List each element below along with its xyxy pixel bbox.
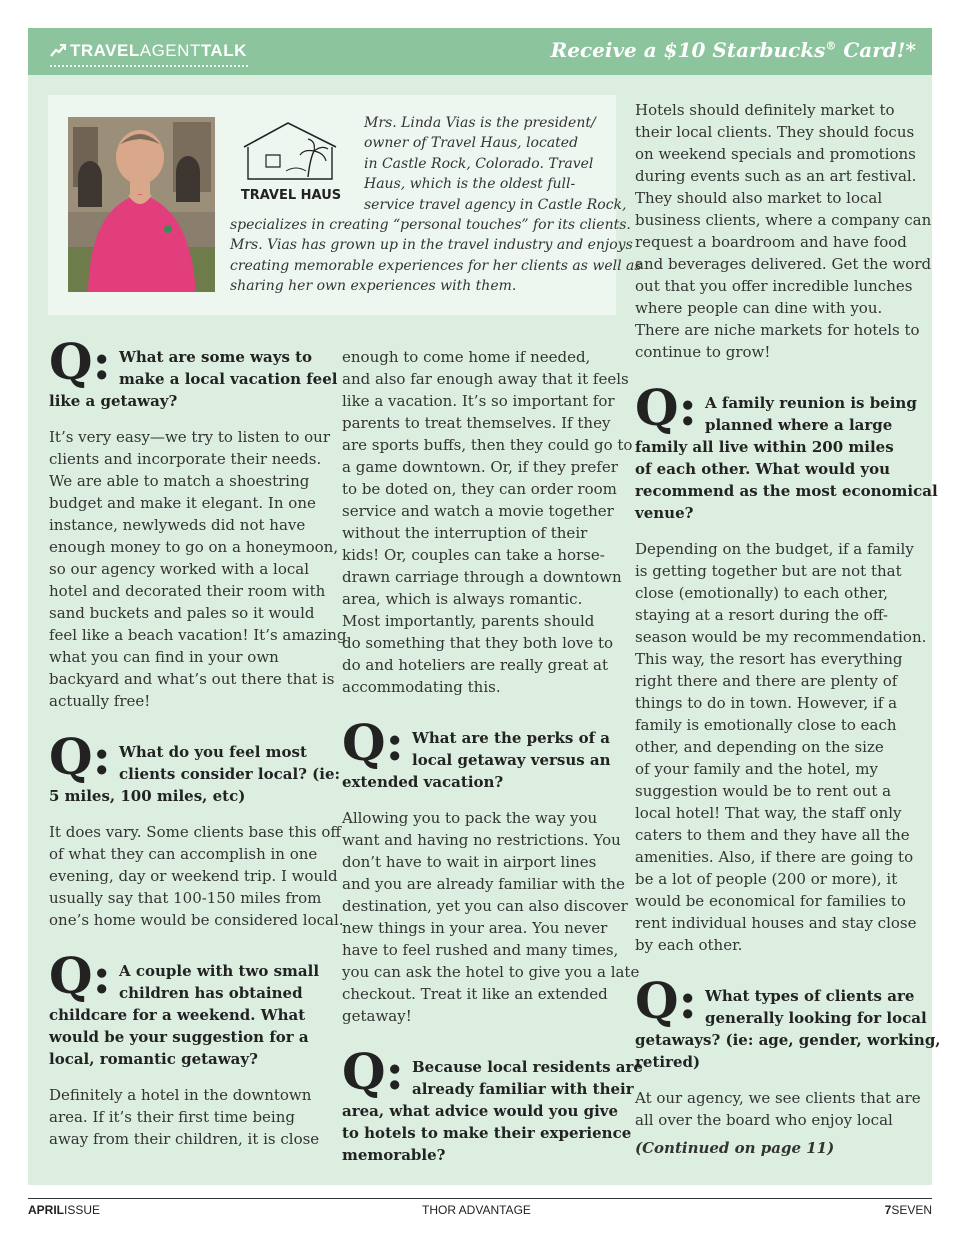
q-letter: Q:	[635, 971, 698, 1030]
answer-line: have to feel rushed and many times,	[342, 941, 619, 959]
answer-1	[49, 426, 347, 712]
answer-line: away from their children, it is close	[49, 1130, 320, 1148]
answer-line: all over the board who enjoy local	[635, 1111, 893, 1129]
answer-line: hotel and decorated their room with	[49, 582, 326, 600]
question-block-4	[342, 713, 622, 793]
footer-page-word: SEVEN	[891, 1203, 932, 1217]
answer-line: parents to treat themselves. If they	[342, 414, 611, 432]
q-letter: Q:	[49, 332, 112, 391]
q-letter: Q:	[635, 378, 698, 437]
answer-line: what you can find in your own	[49, 648, 279, 666]
answer-line: caters to them and they have all the	[635, 826, 910, 844]
answer-line: This way, the resort has everything	[635, 650, 903, 668]
answer-line: usually say that 100-150 miles from	[49, 889, 322, 907]
footer-issue-word: ISSUE	[64, 1203, 101, 1217]
question-block-2	[49, 727, 341, 807]
answer-line: and you are already familiar with the	[342, 875, 625, 893]
q-letter: Q:	[342, 713, 405, 772]
answer-6	[635, 538, 927, 956]
answer-line: destination, yet you can also discover	[342, 897, 628, 915]
answer-line: like a vacation. It’s so important for	[342, 392, 615, 410]
answer-line: one’s home would be considered local.	[49, 911, 344, 929]
answer-line: There are niche markets for hotels to	[635, 321, 920, 339]
question-line: clients consider local? (ie:	[119, 765, 341, 783]
answer-line: Depending on the budget, if a family	[635, 540, 914, 558]
answer-line: evening, day or weekend trip. I would	[49, 867, 338, 885]
answer-line: do and hoteliers are really great at	[342, 656, 609, 674]
answer-line: We are able to match a shoestring	[49, 472, 310, 490]
question-block-6	[635, 378, 938, 524]
answer-3	[49, 1084, 329, 1150]
answer-line: out that you offer incredible lunches	[635, 277, 913, 295]
question-line: generally looking for local	[705, 1009, 927, 1027]
bio-line: Mrs. Vias has grown up in the travel industry and enjoys	[230, 237, 633, 254]
answer-line: clients and incorporate their needs.	[49, 450, 322, 468]
bio-line: Mrs. Linda Vias is the president/	[364, 115, 596, 131]
header-bar	[28, 28, 932, 75]
question-line: 5 miles, 100 miles, etc)	[49, 787, 246, 805]
answer-line: instance, newlyweds did not have	[49, 516, 306, 534]
brand-underline	[50, 65, 248, 67]
answer-line: and beverages delivered. Get the word	[635, 255, 932, 273]
answer-line: drawn carriage through a downtown	[342, 568, 622, 586]
q-letter: Q:	[49, 727, 112, 786]
answer-2	[49, 821, 344, 931]
answer-line: Allowing you to pack the way you	[342, 809, 598, 827]
question-line: planned where a large	[705, 416, 893, 434]
answer-5	[635, 99, 932, 363]
answer-line: are sports buffs, then they could go to	[342, 436, 633, 454]
question-block-1	[49, 332, 338, 412]
bio-line: Haus, which is the oldest full-	[364, 176, 576, 193]
question-line: memorable?	[342, 1146, 446, 1164]
answer-line: backyard and what’s out there that is	[49, 670, 335, 688]
question-line: already familiar with their	[412, 1080, 634, 1098]
answer-line: so our agency worked with a local	[49, 560, 310, 578]
question-line: What types of clients are	[705, 987, 915, 1005]
q-letter: Q:	[342, 1042, 405, 1101]
answer-line: without the interruption of their	[342, 524, 588, 542]
question-line: A couple with two small	[119, 962, 320, 980]
answer-line: area. If it’s their first time being	[49, 1108, 295, 1126]
footer-publication: THOR ADVANTAGE	[422, 1203, 531, 1217]
answer-line: business clients, where a company can	[635, 211, 932, 229]
answer-line: where people can dine with you.	[635, 299, 883, 317]
answer-line: by each other.	[635, 936, 743, 954]
answer-line: continue to grow!	[635, 343, 771, 361]
column-2	[342, 346, 643, 1166]
promo-reg: ®	[825, 39, 837, 53]
answer-line: kids! Or, couples can take a horse-	[342, 546, 605, 564]
question-line: What are the perks of a	[412, 729, 611, 747]
question-line: would be your suggestion for a	[49, 1028, 309, 1046]
question-line: to hotels to make their experience	[342, 1124, 632, 1142]
promo-end: Card!*	[836, 38, 916, 62]
portrait-photo	[68, 117, 215, 292]
brand-travel: TRAVEL	[70, 41, 140, 60]
answer-line: At our agency, we see clients that are	[635, 1089, 921, 1107]
answer-line: accommodating this.	[342, 678, 501, 696]
footer-issue-month: APRIL	[28, 1203, 64, 1217]
answer-line: right there and there are plenty of	[635, 672, 898, 690]
answer-line: other, and depending on the size	[635, 738, 884, 756]
footer-rule	[28, 1198, 932, 1199]
bio-text	[230, 113, 642, 297]
answer-line: budget and make it elegant. In one	[49, 494, 316, 512]
logo-text: TRAVEL HAUS	[240, 188, 342, 203]
answer-line: suggestion would be to rent out a	[635, 782, 892, 800]
question-line: getaways? (ie: age, gender, working,	[635, 1031, 941, 1049]
page-panel	[28, 28, 941, 1185]
question-line: extended vacation?	[342, 773, 504, 791]
column-brand	[50, 41, 247, 61]
answer-line: checkout. Treat it like an extended	[342, 985, 608, 1003]
answer-line: things to do in town. However, if a	[635, 694, 898, 712]
question-block-3	[49, 946, 329, 1070]
answer-line: on weekend specials and promotions	[635, 145, 916, 163]
answer-line: Most importantly, parents should	[342, 612, 595, 630]
bio-line: owner of Travel Haus, located	[364, 135, 579, 152]
answer-line: want and having no restrictions. You	[342, 831, 621, 849]
brand-agent: AGENT	[139, 41, 201, 60]
question-line: make a local vacation feel	[119, 370, 338, 388]
promo-link[interactable]	[551, 38, 916, 62]
question-line: A family reunion is being	[705, 394, 917, 412]
question-block-5	[342, 1042, 643, 1166]
answer-line: feel like a beach vacation! It’s amazing	[49, 626, 347, 644]
trend-arrow-icon	[50, 43, 66, 57]
question-block-7	[635, 971, 941, 1073]
answer-line: season would be my recommendation.	[635, 628, 927, 646]
bio-line: in Castle Rock, Colorado. Travel	[364, 155, 594, 172]
question-line: local, romantic getaway?	[49, 1050, 258, 1068]
answer-7	[635, 1087, 920, 1131]
answer-line: a game downtown. Or, if they prefer	[342, 458, 618, 476]
q-letter: Q:	[49, 946, 112, 1005]
bio-line: creating memorable experiences for her clients as well as	[230, 257, 642, 274]
question-line: children has obtained	[119, 984, 303, 1002]
answer-line: do something that they both love to	[342, 634, 614, 652]
question-line: venue?	[635, 504, 694, 522]
answer-line: Hotels should definitely market to	[635, 101, 895, 119]
footer-page-digit: 7	[884, 1203, 892, 1217]
answer-line: be a lot of people (200 or more), it	[635, 870, 898, 888]
answer-line: sand buckets and pales so it would	[49, 604, 315, 622]
answer-line: amenities. Also, if there are going to	[635, 848, 914, 866]
answer-line: new things in your area. You never	[342, 919, 608, 937]
footer-page-number	[885, 1203, 932, 1217]
question-line: area, what advice would you give	[342, 1102, 619, 1120]
bio-line: specializes in creating “personal touches” for its clients.	[230, 217, 631, 234]
answer-line: getaway!	[342, 1007, 412, 1025]
answer-line: their local clients. They should focus	[635, 123, 915, 141]
answer-line: local hotel! That way, the staff only	[635, 804, 902, 822]
question-line: local getaway versus an	[412, 751, 611, 769]
question-line: of each other. What would you	[635, 460, 891, 478]
answer-line: of your family and the hotel, my	[635, 760, 878, 778]
answer-line: actually free!	[49, 692, 151, 710]
answer-line: family is emotionally close to each	[635, 716, 897, 734]
column-1	[49, 332, 347, 1150]
promo-text: Receive a $10 Starbucks	[550, 38, 826, 62]
question-line: like a getaway?	[49, 392, 178, 410]
answer-4	[342, 807, 640, 1027]
answer-line: to be doted on, they can order room	[342, 480, 617, 498]
answer-line: of what they can accomplish in one	[49, 845, 318, 863]
question-line: What do you feel most	[119, 743, 307, 761]
answer-line: and also far enough away that it feels	[342, 370, 629, 388]
question-line: family all live within 200 miles	[635, 438, 894, 456]
column-3	[635, 99, 941, 1159]
answer-line: service and watch a movie together	[342, 502, 614, 520]
footer-issue	[28, 1203, 100, 1217]
question-line: What are some ways to	[119, 348, 313, 366]
answer-line: would be economical for families to	[635, 892, 906, 910]
answer-line: They should also market to local	[635, 189, 883, 207]
answer-line: area, which is always romantic.	[342, 590, 583, 608]
answer-line: request a boardroom and have food	[635, 233, 907, 251]
answer-line: you can ask the hotel to give you a late	[342, 963, 640, 981]
question-line: retired)	[635, 1053, 701, 1071]
answer-3-continued	[342, 346, 633, 698]
bio-line: sharing her own experiences with them.	[230, 278, 517, 295]
answer-line: during events such as an art festival.	[635, 167, 917, 185]
bio-box	[48, 95, 642, 315]
question-line: childcare for a weekend. What	[49, 1006, 306, 1024]
answer-line: Definitely a hotel in the downtown	[49, 1086, 312, 1104]
question-line: recommend as the most economical	[635, 482, 938, 500]
question-line: Because local residents are	[412, 1058, 643, 1076]
bio-line: service travel agency in Castle Rock,	[364, 196, 627, 213]
answer-line: It does vary. Some clients base this off	[49, 823, 342, 841]
answer-line: rent individual houses and stay close	[635, 914, 917, 932]
brand-talk: TALK	[200, 41, 247, 60]
answer-line: enough to come home if needed,	[342, 348, 591, 366]
continued-link[interactable]: (Continued on page 11)	[635, 1139, 835, 1157]
answer-line: staying at a resort during the off-	[635, 606, 888, 624]
answer-line: don’t have to wait in airport lines	[342, 853, 597, 871]
answer-line: close (emotionally) to each other,	[635, 584, 889, 602]
answer-line: enough money to go on a honeymoon,	[49, 538, 339, 556]
answer-line: is getting together but are not that	[635, 562, 902, 580]
answer-line: It’s very easy—we try to listen to our	[49, 428, 331, 446]
